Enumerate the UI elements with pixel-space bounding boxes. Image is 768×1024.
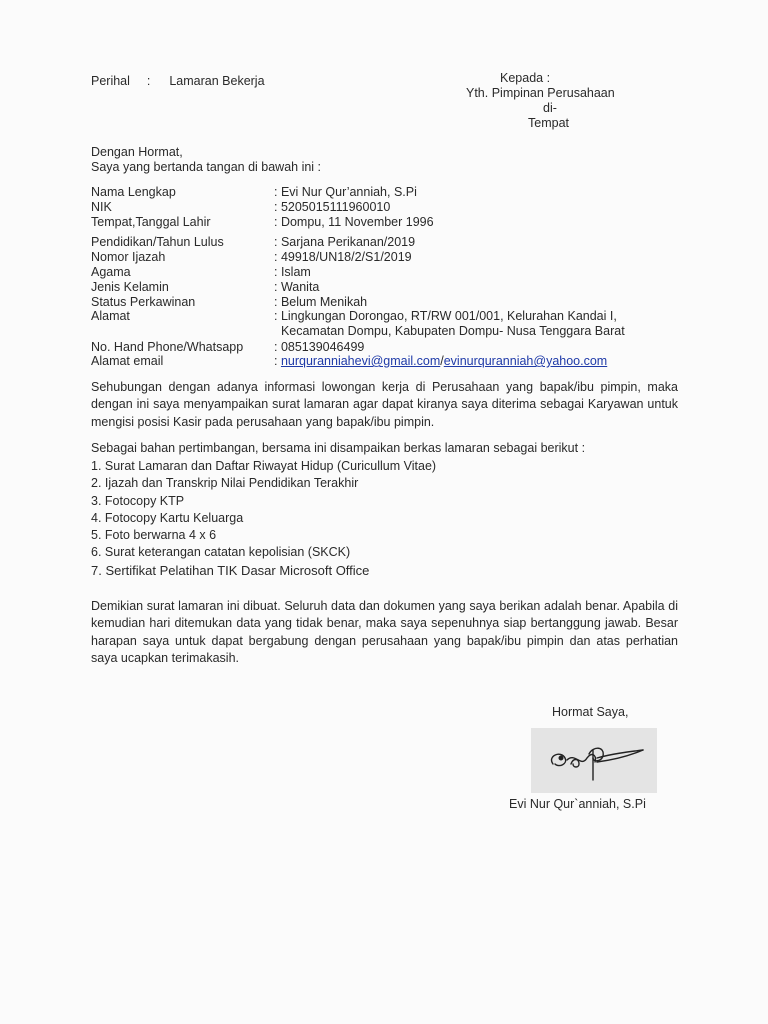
list-item: 7. Sertifikat Pelatihan TIK Dasar Microsoft Office xyxy=(91,562,370,578)
body-paragraph-2: Demikian surat lamaran ini dibuat. Seluruh data dan dokumen yang saya berikan adalah benar. Apabila di kemudian hari ditemukan data yang tidak benar, maka saya sepenuhnya siap bertanggung jawab. Besar harapan saya untuk dapat bergabung dengan perusahaan yang bapak/ibu pimpin dan atas perhatian saya ucapkan terimakasih. xyxy=(91,599,678,665)
field-label: Jenis Kelamin xyxy=(91,280,169,294)
signature-image xyxy=(531,728,657,793)
field-label: No. Hand Phone/Whatsapp xyxy=(91,340,244,354)
field-row xyxy=(91,200,390,214)
field-value: : 49918/UN18/2/S1/2019 xyxy=(274,250,412,264)
email-link-gmail[interactable]: nurquranniahevi@gmail.com xyxy=(280,354,441,368)
email-row xyxy=(91,354,607,368)
field-label: Status Perkawinan xyxy=(91,295,196,309)
field-row xyxy=(91,265,311,279)
field-row xyxy=(91,340,364,354)
field-value: : Belum Menikah xyxy=(274,295,368,309)
field-value: : Wanita xyxy=(274,280,320,294)
field-value: Kecamatan Dompu, Kabupaten Dompu- Nusa Tenggara Barat xyxy=(274,324,625,338)
recipient-yth: Yth. Pimpinan Perusahaan xyxy=(466,86,615,100)
body-paragraph-1: Sehubungan dengan adanya informasi lowongan kerja di Perusahaan yang bapak/ibu pimpin, maka dengan ini saya menyampaikan surat lamaran agar dapat kiranya saya diterima sebagai Karyawan untuk mengisi posisi Kasir pada perusahaan yang bapak/ibu pimpin. xyxy=(91,380,678,429)
subject-value: Lamaran Bekerja xyxy=(169,74,265,88)
greeting: Dengan Hormat, xyxy=(91,145,183,159)
list-item: 2. Ijazah dan Transkrip Nilai Pendidikan Terakhir xyxy=(91,476,359,491)
field-label: Nomor Ijazah xyxy=(91,250,166,264)
attachments-list xyxy=(91,458,691,579)
email-separator: : xyxy=(274,354,281,368)
email-link-yahoo[interactable]: evinurquranniah@yahoo.com xyxy=(443,354,608,368)
recipient-tempat: Tempat xyxy=(528,116,569,130)
field-value: : Sarjana Perikanan/2019 xyxy=(274,235,416,249)
field-value: : 5205015111960010 xyxy=(274,200,391,214)
field-row xyxy=(91,309,617,323)
field-label: Nama Lengkap xyxy=(91,185,176,199)
subject-label: Perihal xyxy=(91,74,130,88)
field-row xyxy=(91,280,319,294)
field-value: : Evi Nur Qur’anniah, S.Pi xyxy=(274,185,417,199)
intro-line: Saya yang bertanda tangan di bawah ini : xyxy=(91,160,322,174)
subject-line xyxy=(91,74,265,88)
closing: Hormat Saya, xyxy=(552,705,629,719)
list-item: 4. Fotocopy Kartu Keluarga xyxy=(91,510,244,525)
field-row xyxy=(91,235,415,249)
list-item: 6. Surat keterangan catatan kepolisian (SKCK) xyxy=(91,545,351,560)
signature-icon xyxy=(531,728,657,793)
field-row xyxy=(91,215,434,229)
signer-name: Evi Nur Qur`anniah, S.Pi xyxy=(509,797,646,811)
email-slash: / xyxy=(440,354,444,368)
field-row xyxy=(91,185,417,199)
attachments-intro: Sebagai bahan pertimbangan, bersama ini disampaikan berkas lamaran sebagai berikut : xyxy=(91,441,586,455)
field-row xyxy=(91,250,412,264)
list-item: 1. Surat Lamaran dan Daftar Riwayat Hidup (Curicullum Vitae) xyxy=(91,459,437,473)
field-row xyxy=(91,324,625,338)
field-value: : 085139046499 xyxy=(274,340,365,354)
subject-separator: : xyxy=(146,74,151,88)
field-label: Agama xyxy=(91,265,131,279)
field-label: NIK xyxy=(91,200,112,214)
field-value: : Islam xyxy=(274,265,311,279)
recipient-di: di- xyxy=(543,101,557,115)
field-value: : Lingkungan Dorongao, RT/RW 001/001, Kelurahan Kandai I, xyxy=(274,309,617,323)
field-value: : Dompu, 11 November 1996 xyxy=(274,215,434,229)
email-label: Alamat email xyxy=(91,354,164,368)
recipient-kepada: Kepada : xyxy=(500,71,551,85)
field-label: Alamat xyxy=(91,309,130,323)
field-row xyxy=(91,295,367,309)
field-label: Tempat,Tanggal Lahir xyxy=(91,215,211,229)
list-item: 5. Foto berwarna 4 x 6 xyxy=(91,528,217,543)
field-label: Pendidikan/Tahun Lulus xyxy=(91,235,224,249)
list-item: 3. Fotocopy KTP xyxy=(91,493,185,508)
